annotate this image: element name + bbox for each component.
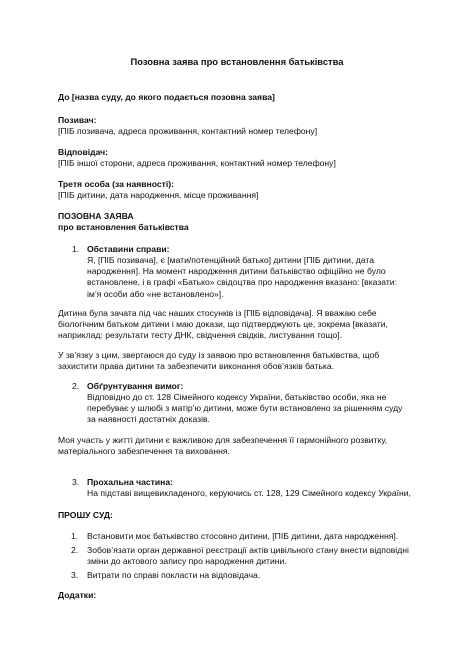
text-line: На підставі вищевикладеного, керуючись ст. 128, 129 Сімейного кодексу України, <box>87 488 411 498</box>
text-line: встановлене, і в графі «Батько» свідоцтва про народження вказано: [вказати: <box>87 277 397 288</box>
text-line: зміни до актового запису про народження дитини. <box>87 556 287 567</box>
paragraph <box>58 350 428 372</box>
text-line: перебуває у шлюбі з матір’ю дитини, може бути встановлено за рішенням суду <box>87 403 403 414</box>
text-line: наприклад: результати тесту ДНК, свідчення свідків, листування тощо]. <box>58 330 343 341</box>
paragraph <box>58 435 428 457</box>
third-party-label: Третя особа (за наявності): <box>58 179 174 189</box>
request-heading: ПРОШУ СУД: <box>58 510 113 520</box>
text-line: Дитина була зачата під час наших стосунків із [ПІБ відповідача]. Я вважаю себе <box>58 308 377 318</box>
plaintiff-value: [ПІБ позивача, адреса проживання, контактний номер телефону] <box>58 126 318 136</box>
plaintiff-label: Позивач: <box>58 115 97 125</box>
paragraph <box>58 308 428 342</box>
text-line: Відповідно до ст. 128 Сімейного кодексу України, батьківство особи, яка не <box>87 392 387 402</box>
section-body <box>87 392 422 426</box>
text-line: Встановити моє батьківство стосовно дитини, [ПІБ дитини, дата народження]. <box>87 531 399 541</box>
text-line: У зв’язку з цим, звертаюся до суду із заявою про встановлення батьківства, щоб <box>58 350 380 360</box>
text-line: біологічним батьком дитини і маю докази, що підтверджують це, зокрема [вказати, <box>58 319 388 330</box>
list-number: 2. <box>71 545 79 555</box>
section-heading: Прохальна частина: <box>87 477 173 487</box>
text-line: матеріального забезпечення та виховання. <box>58 446 230 457</box>
text-line: народження]. На момент народження дитини батьківство офіційно не було <box>87 266 386 277</box>
section-number: 2. <box>72 381 80 391</box>
list-item <box>87 545 432 567</box>
list-number: 3. <box>71 570 79 580</box>
text-line: Я, [ПІБ позивача], є [мати/потенційний батько] дитини [ПІБ дитини, дата <box>87 255 374 265</box>
list-item <box>87 570 432 581</box>
text-line: ім’я особи або «не встановлено»]. <box>87 288 224 299</box>
document-title: Позовна заява про встановлення батьківства <box>130 56 344 67</box>
text-line: Витрати по справі покласти на відповідача. <box>87 570 261 580</box>
defendant-label: Відповідач: <box>58 147 109 157</box>
attachments-heading: Додатки: <box>58 590 97 600</box>
section-number: 1. <box>72 244 80 254</box>
text-line: Моя участь у житті дитини є важливою для забезпечення її гармонійного розвитку, <box>58 435 388 445</box>
text-line: за наявності достатніх доказів. <box>87 414 210 425</box>
section-heading: Обґрунтування вимог: <box>87 381 184 391</box>
defendant-value: [ПІБ іншої сторони, адреса проживання, контактний номер телефону] <box>58 158 336 168</box>
text-line: захистити права дитини та забезпечити виконання обов’язків батька. <box>58 361 335 372</box>
section-body <box>87 488 437 499</box>
section-number: 3. <box>72 477 80 487</box>
list-item <box>87 531 432 542</box>
text-line: Зобов’язати орган державної реєстрації актів цивільного стану внести відповідні <box>87 545 409 555</box>
section-body <box>87 255 422 300</box>
court-addressee: До [назва суду, до якого подається позовна заява] <box>58 92 275 102</box>
third-party-value: [ПІБ дитини, дата народження, місце проживання] <box>58 190 259 200</box>
section-heading: Обставини справи: <box>87 244 170 254</box>
claim-subheading: про встановлення батьківства <box>58 222 189 232</box>
list-number: 1. <box>71 531 79 541</box>
claim-heading: ПОЗОВНА ЗАЯВА <box>58 211 134 221</box>
